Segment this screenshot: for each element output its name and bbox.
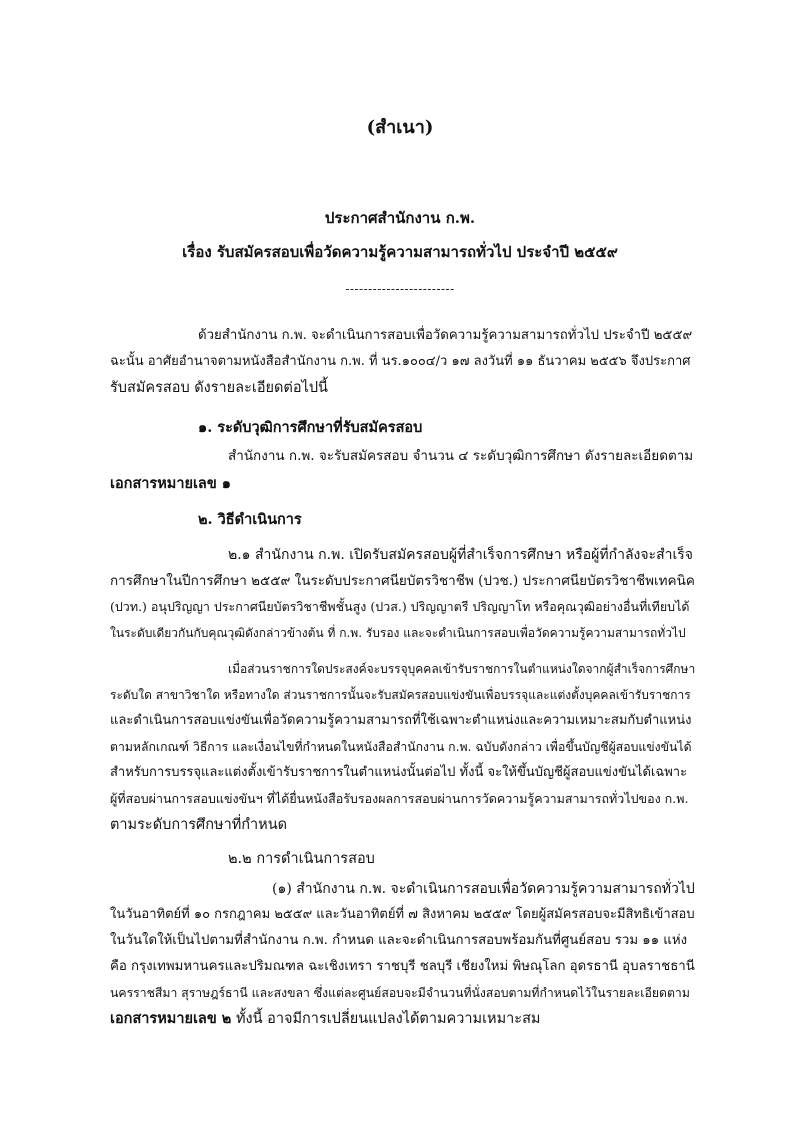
section-2-2-line: คือ กรุงเทพมหานครและปริมณฑล ฉะเชิงเทรา ราชบุรี ชลบุรี เชียงใหม่ พิษณุโลก อุดรธานี อุบลราชธานี (110, 959, 695, 974)
intro-line: รับสมัครสอบ ดังรายละเอียดต่อไปนี้ (110, 380, 328, 396)
intro-line: ด้วยสำนักงาน ก.พ. จะดำเนินการสอบเพื่อวัดความรู้ความสามารถทั่วไป ประจำปี ๒๕๕๙ (198, 328, 693, 343)
section-2-1-line: สำหรับการบรรจุและแต่งตั้งเข้ารับราชการในตำแหน่งนั้นต่อไป ทั้งนี้ จะให้ขึ้นบัญชีผู้สอบแข่งขันได้เฉพาะ (110, 765, 688, 780)
section-2-1-line: ในระดับเดียวกันกับคุณวุฒิดังกล่าวข้างต้น ที่ ก.พ. รับรอง และจะดำเนินการสอบเพื่อวัดความรู้ความสามารถทั่วไป (110, 626, 686, 640)
attachment-2-ref: เอกสารหมายเลข ๒ (110, 1010, 232, 1027)
section-2-2-line: (๑) สำนักงาน ก.พ. จะดำเนินการสอบเพื่อวัดความรู้ความสามารถทั่วไป (272, 881, 695, 897)
announcement-heading: ประกาศสำนักงาน ก.พ. (324, 209, 476, 227)
separator-line: ------------------------ (345, 282, 455, 296)
section-1-title: ๑. ระดับวุฒิการศึกษาที่รับสมัครสอบ (198, 419, 423, 436)
section-2-2-title: ๒.๒ การดำเนินการสอบ (228, 851, 375, 867)
section-2-2-line: ในวันใดให้เป็นไปตามที่สำนักงาน ก.พ. กำหนด และจะดำเนินการสอบพร้อมกันที่ศูนย์สอบ รวม ๑๑ แห่ง (110, 933, 688, 948)
section-2-1-line: ตามระดับการศึกษาที่กำหนด (110, 817, 288, 833)
section-2-1-line: เมื่อส่วนราชการใดประสงค์จะบรรจุบุคคลเข้ารับราชการในตำแหน่งใดจากผู้สำเร็จการศึกษา (228, 662, 696, 676)
announcement-subject: เรื่อง รับสมัครสอบเพื่อวัดความรู้ความสามารถทั่วไป ประจำปี ๒๕๕๙ (182, 243, 618, 261)
section-2-1-line: การศึกษาในปีการศึกษา ๒๕๕๙ ในระดับประกาศนียบัตรวิชาชีพ (ปวช.) ประกาศนียบัตรวิชาชีพเทคนิค (110, 573, 695, 589)
section-1-text: สำนักงาน ก.พ. จะรับสมัครสอบ จำนวน ๔ ระดับวุฒิการศึกษา ดังรายละเอียดตาม (228, 448, 694, 464)
copy-label: (สำเนา) (366, 117, 434, 138)
intro-line: ฉะนั้น อาศัยอำนาจตามหนังสือสำนักงาน ก.พ. ที่ นร.๑๐๐๔/ว ๑๗ ลงวันที่ ๑๑ ธันวาคม ๒๕๕๖ จึงประกาศ (110, 354, 691, 369)
section-2-1-line: ผู้ที่สอบผ่านการสอบแข่งขันฯ ที่ได้ยื่นหนังสือรับรองผลการสอบผ่านการวัดความรู้ความสามารถทั่วไปของ ก.พ. (110, 791, 689, 806)
closing-text: ทั้งนี้ อาจมีการเปลี่ยนแปลงได้ตามความเหมาะสม (231, 1011, 541, 1027)
section-1-text: เอกสารหมายเลข ๑ (110, 475, 231, 492)
section-2-1-line: ตามหลักเกณฑ์ วิธีการ และเงื่อนไขที่กำหนดในหนังสือสำนักงาน ก.พ. ฉบับดังกล่าว เพื่อขึ้นบัญชีผู้สอบแข่งขันได้ (110, 740, 692, 754)
section-2-2-line: ในวันอาทิตย์ที่ ๑๐ กรกฎาคม ๒๕๕๙ และวันอาทิตย์ที่ ๗ สิงหาคม ๒๕๕๙ โดยผู้สมัครสอบจะมีสิทธิเข้าสอบ (110, 907, 695, 922)
section-2-1-line: ระดับใด สาขาวิชาใด หรือทางใด ส่วนราชการนั้นจะรับสมัครสอบแข่งขันเพื่อบรรจุและแต่งตั้งบุคคลเข้ารับราชการ (110, 688, 691, 702)
section-2-2-last-line (110, 1009, 540, 1029)
section-2-title: ๒. วิธีดำเนินการ (198, 511, 302, 528)
section-2-1-line: ๒.๑ สำนักงาน ก.พ. เปิดรับสมัครสอบผู้ที่สำเร็จการศึกษา หรือผู้ที่กำลังจะสำเร็จ (228, 547, 693, 563)
section-2-2-line: นครราชสีมา สุราษฎร์ธานี และสงขลา ซึ่งแต่ละศูนย์สอบจะมีจำนวนที่นั่งสอบตามที่กำหนดไว้ในรายละเอียดตาม (110, 986, 690, 1000)
section-2-1-line: และดำเนินการสอบแข่งขันเพื่อวัดความรู้ความสามารถที่ใช้เฉพาะตำแหน่งและความเหมาะสมกับตำแหน่ง (110, 713, 692, 728)
section-2-1-line: (ปวท.) อนุปริญญา ประกาศนียบัตรวิชาชีพชั้นสูง (ปวส.) ปริญญาตรี ปริญญาโท หรือคุณวุฒิอย่างอื่นที่เทียบได้ (110, 599, 690, 614)
